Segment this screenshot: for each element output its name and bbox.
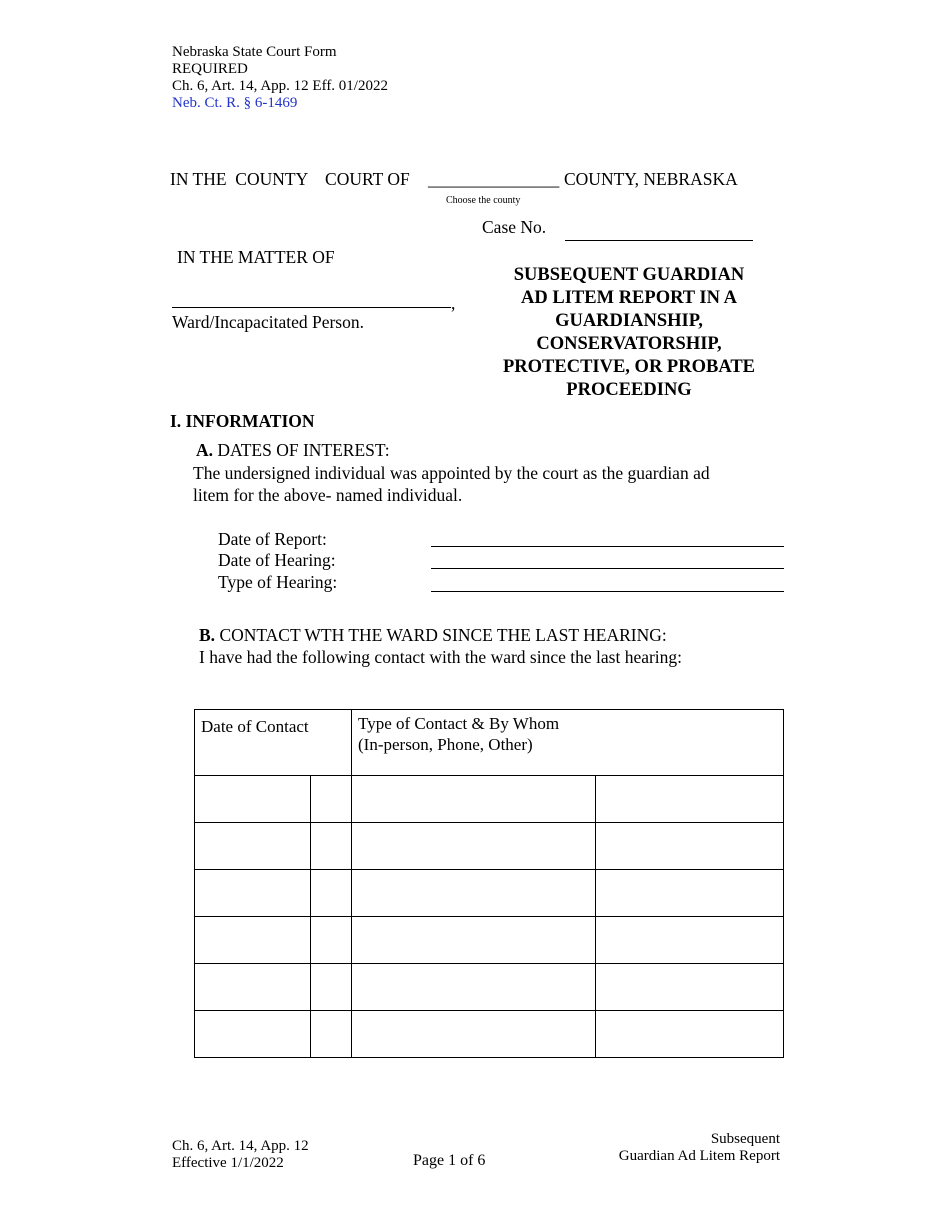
subsection-a-heading bbox=[196, 440, 390, 461]
subsection-a-title: DATES OF INTEREST: bbox=[217, 440, 390, 460]
table-cell[interactable] bbox=[195, 917, 311, 964]
table-row bbox=[195, 917, 784, 964]
ward-comma: , bbox=[451, 293, 456, 313]
date-of-report-label: Date of Report: bbox=[218, 529, 327, 549]
table-cell[interactable] bbox=[311, 917, 352, 964]
table-row bbox=[195, 964, 784, 1011]
section-heading: I. INFORMATION bbox=[170, 411, 315, 431]
table-cell[interactable] bbox=[195, 1011, 311, 1058]
table-cell[interactable] bbox=[311, 964, 352, 1011]
subsection-a-text bbox=[193, 462, 710, 506]
court-suffix: COUNTY, NEBRASKA bbox=[564, 169, 738, 189]
title-line: CONSERVATORSHIP, bbox=[536, 334, 722, 354]
title-line: AD LITEM REPORT IN A bbox=[521, 288, 737, 308]
header-date-of-contact bbox=[195, 710, 352, 776]
form-header-line2: REQUIRED bbox=[172, 61, 248, 77]
table-cell[interactable] bbox=[195, 870, 311, 917]
case-no-field[interactable] bbox=[565, 240, 753, 241]
table-cell[interactable] bbox=[596, 776, 784, 823]
footer-left bbox=[172, 1138, 309, 1172]
table-cell[interactable] bbox=[311, 776, 352, 823]
contact-table bbox=[194, 709, 784, 1058]
footer-right-line2: Guardian Ad Litem Report bbox=[618, 1148, 780, 1164]
document-title bbox=[488, 264, 770, 402]
title-line: PROCEEDING bbox=[566, 380, 692, 400]
footer-left-line2: Effective 1/1/2022 bbox=[172, 1155, 284, 1171]
table-cell[interactable] bbox=[596, 1011, 784, 1058]
contact-rows bbox=[195, 776, 784, 1058]
table-cell[interactable] bbox=[352, 964, 596, 1011]
table-row bbox=[195, 776, 784, 823]
header-type-of-contact bbox=[352, 710, 784, 776]
title-line: PROTECTIVE, OR PROBATE bbox=[502, 357, 755, 377]
subsection-b-letter: B. bbox=[199, 625, 216, 645]
form-header-line3: Ch. 6, Art. 14, App. 12 Eff. 01/2022 bbox=[172, 78, 388, 94]
subsection-b-title: CONTACT WTH THE WARD SINCE THE LAST HEARING: bbox=[219, 625, 667, 645]
subsection-b-text: I have had the following contact with the ward since the last hearing: bbox=[199, 647, 683, 667]
table-cell[interactable] bbox=[311, 870, 352, 917]
ward-name-field[interactable] bbox=[172, 307, 451, 308]
table-row bbox=[195, 823, 784, 870]
type-of-hearing-label: Type of Hearing: bbox=[218, 572, 338, 592]
table-cell[interactable] bbox=[352, 776, 596, 823]
footer-left-line1: Ch. 6, Art. 14, App. 12 bbox=[172, 1138, 309, 1154]
table-cell[interactable] bbox=[596, 964, 784, 1011]
table-cell[interactable] bbox=[195, 776, 311, 823]
table-header-row bbox=[195, 710, 784, 776]
date-of-report-field[interactable] bbox=[431, 546, 784, 547]
title-line: GUARDIANSHIP, bbox=[555, 311, 703, 331]
table-cell[interactable] bbox=[596, 917, 784, 964]
rule-link[interactable]: Neb. Ct. R. § 6-1469 bbox=[172, 95, 298, 111]
subsection-a-text-line: litem for the above- named individual. bbox=[193, 485, 463, 505]
table-cell[interactable] bbox=[352, 917, 596, 964]
table-cell[interactable] bbox=[195, 964, 311, 1011]
table-cell[interactable] bbox=[311, 1011, 352, 1058]
header-date-of-contact-label: Date of Contact bbox=[201, 717, 309, 736]
table-cell[interactable] bbox=[352, 1011, 596, 1058]
table-row bbox=[195, 1011, 784, 1058]
table-cell[interactable] bbox=[195, 823, 311, 870]
footer-right-line1: Subsequent bbox=[710, 1131, 780, 1147]
type-of-hearing-field[interactable] bbox=[431, 591, 784, 592]
table-cell[interactable] bbox=[352, 823, 596, 870]
title-line: SUBSEQUENT GUARDIAN bbox=[513, 265, 745, 285]
subsection-b-heading bbox=[199, 625, 667, 646]
matter-label: IN THE MATTER OF bbox=[177, 247, 335, 267]
table-cell[interactable] bbox=[596, 823, 784, 870]
ward-label: Ward/Incapacitated Person. bbox=[172, 312, 364, 332]
footer-right bbox=[570, 1131, 780, 1165]
table-row bbox=[195, 870, 784, 917]
header-type-of-contact-line1: Type of Contact & By Whom bbox=[358, 714, 560, 733]
county-blank[interactable]: _______________ bbox=[428, 169, 560, 189]
header-type-of-contact-line2: (In-person, Phone, Other) bbox=[358, 735, 533, 754]
table-cell[interactable] bbox=[352, 870, 596, 917]
form-header bbox=[172, 44, 388, 112]
county-hint: Choose the county bbox=[446, 195, 521, 206]
date-of-hearing-field[interactable] bbox=[431, 568, 784, 569]
subsection-a-text-line: The undersigned individual was appointed by the court as the guardian ad bbox=[193, 463, 710, 483]
page-number: Page 1 of 6 bbox=[413, 1152, 486, 1169]
date-of-hearing-label: Date of Hearing: bbox=[218, 550, 336, 570]
table-cell[interactable] bbox=[311, 823, 352, 870]
court-prefix: IN THE COUNTY COURT OF bbox=[170, 169, 410, 189]
table-cell[interactable] bbox=[596, 870, 784, 917]
form-header-line1: Nebraska State Court Form bbox=[172, 44, 337, 60]
subsection-a-letter: A. bbox=[196, 440, 214, 460]
case-no-label: Case No. bbox=[482, 217, 547, 237]
